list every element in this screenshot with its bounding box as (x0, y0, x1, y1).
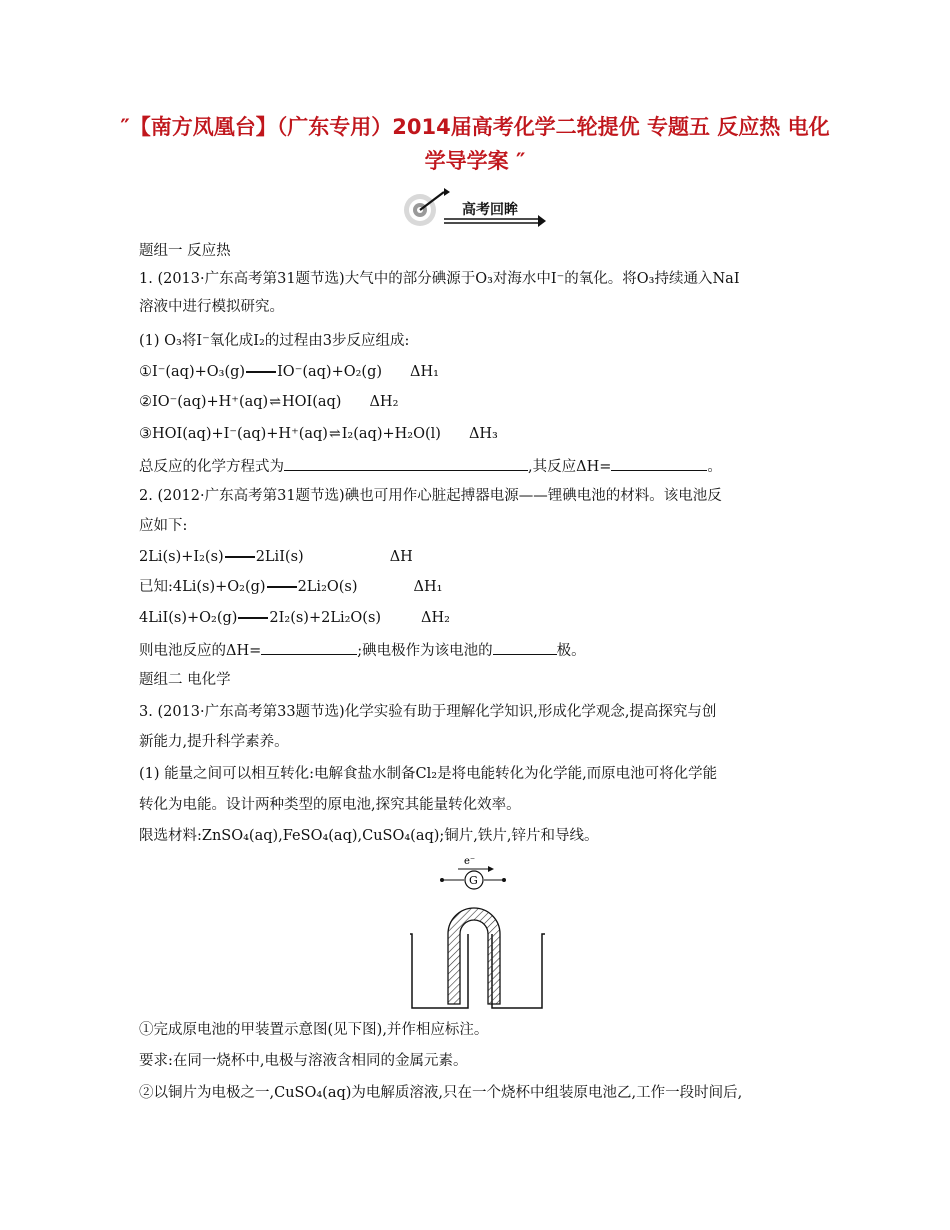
q2-eq1-left: 2Li(s)+I₂(s) (139, 549, 224, 565)
terminal-dot (440, 878, 444, 882)
answer-blank-dh[interactable] (611, 455, 707, 471)
equals-arrow-icon (238, 617, 268, 619)
terminal-dot (502, 878, 506, 882)
reversible-arrow-icon: ⇌ (269, 394, 281, 410)
q2-ask-b: ;碘电极作为该电池的 (357, 643, 493, 659)
group1-heading: 题组一 反应热 (139, 243, 231, 259)
q2-ask (139, 639, 586, 661)
q2-eq3-left: 4LiI(s)+O₂(g) (139, 610, 238, 626)
q2-eq2-left: 已知:4Li(s)+O₂(g) (139, 579, 266, 595)
q1-ask-a: 总反应的化学方程式为 (139, 459, 284, 475)
q3-sub1-line2: 转化为电能。设计两种类型的原电池,探究其能量转化效率。 (139, 797, 521, 813)
q2-eq1-dh: ΔH (389, 549, 413, 565)
q1-eq2-dh: ΔH₂ (369, 394, 399, 410)
q1-eq1-left: ①I⁻(aq)+O₃(g) (139, 364, 246, 380)
q1-eq2-right: HOI(aq) (281, 394, 342, 410)
q1-eq3-right: I₂(aq)+H₂O(l) (341, 426, 441, 442)
galvanometer-label: G (469, 874, 478, 887)
q1-sub1: (1) O₃将I⁻氧化成I₂的过程由3步反应组成: (139, 333, 410, 349)
answer-blank-electrode[interactable] (493, 639, 557, 655)
group2-heading: 题组二 电化学 (139, 672, 231, 688)
q1-eq2-left: ②IO⁻(aq)+H⁺(aq) (139, 394, 269, 410)
q3-task1: ①完成原电池的甲装置示意图(见下图),并作相应标注。 (139, 1022, 489, 1038)
salt-bridge (448, 908, 500, 1004)
q3-sub1-line1: (1) 能量之间可以相互转化:电解食盐水制备Cl₂是将电能转化为化学能,而原电池可将化学能 (139, 766, 718, 782)
q2-eq1 (139, 547, 413, 567)
q1-eq1-dh: ΔH₁ (410, 364, 439, 380)
q2-eq3-dh: ΔH₂ (421, 610, 450, 626)
electron-label: e⁻ (464, 856, 476, 867)
q2-eq2 (139, 577, 442, 597)
banner-label: 高考回眸 (462, 202, 518, 218)
galvanic-cell-diagram (400, 852, 560, 1012)
equals-arrow-icon (267, 586, 297, 588)
answer-blank-equation[interactable] (284, 455, 528, 471)
q1-ask-b: ,其反应ΔH= (528, 459, 612, 475)
q3-task2: ②以铜片为电极之一,CuSO₄(aq)为电解质溶液,只在一个烧杯中组装原电池乙,工作一段时间后, (139, 1085, 743, 1101)
q3-materials: 限选材料:ZnSO₄(aq),FeSO₄(aq),CuSO₄(aq);铜片,铁片,锌片和导线。 (139, 828, 599, 844)
q1-eq3 (139, 424, 498, 444)
equals-arrow-icon (246, 371, 276, 373)
equals-arrow-icon (225, 556, 255, 558)
q2-line1: 2. (2012·广东高考第31题节选)碘也可用作心脏起搏器电源——锂碘电池的材料。该电池反 (139, 488, 722, 504)
q3-task1-req: 要求:在同一烧杯中,电极与溶液含相同的金属元素。 (139, 1053, 468, 1069)
q2-eq3 (139, 608, 450, 628)
q2-ask-a: 则电池反应的ΔH= (139, 643, 262, 659)
q2-eq3-right: 2I₂(s)+2Li₂O(s) (269, 610, 382, 626)
q2-eq2-right: 2Li₂O(s) (297, 579, 358, 595)
q1-eq3-left: ③HOI(aq)+I⁻(aq)+H⁺(aq) (139, 426, 328, 442)
arrow-right-icon (488, 866, 494, 872)
q2-ask-c: 极。 (556, 643, 586, 659)
q1-ask-c: 。 (707, 459, 722, 475)
q1-eq1 (139, 362, 439, 382)
q1-eq3-dh: ΔH₃ (468, 426, 498, 442)
answer-blank-dh[interactable] (261, 639, 357, 655)
q3-line1: 3. (2013·广东高考第33题节选)化学实验有助于理解化学知识,形成化学观念,提高探究与创 (139, 704, 717, 720)
q2-line2: 应如下: (139, 518, 188, 534)
document-title: ″【南方凤凰台】（广东专用）2014届高考化学二轮提优 专题五 反应热 电化学导学案 ″ (120, 115, 830, 173)
q3-line2: 新能力,提升科学素养。 (139, 734, 289, 750)
q2-eq1-right: 2LiI(s) (255, 549, 304, 565)
q1-line1: 1. (2013·广东高考第31题节选)大气中的部分碘源于O₃对海水中I⁻的氧化。将O₃持续通入NaI (139, 271, 740, 287)
reversible-arrow-icon: ⇌ (328, 426, 341, 442)
q2-eq2-dh: ΔH₁ (413, 579, 443, 595)
q1-line2: 溶液中进行模拟研究。 (139, 299, 284, 315)
q1-ask (139, 455, 722, 477)
q1-eq1-right: IO⁻(aq)+O₂(g) (277, 364, 383, 380)
q1-eq2 (139, 392, 398, 412)
